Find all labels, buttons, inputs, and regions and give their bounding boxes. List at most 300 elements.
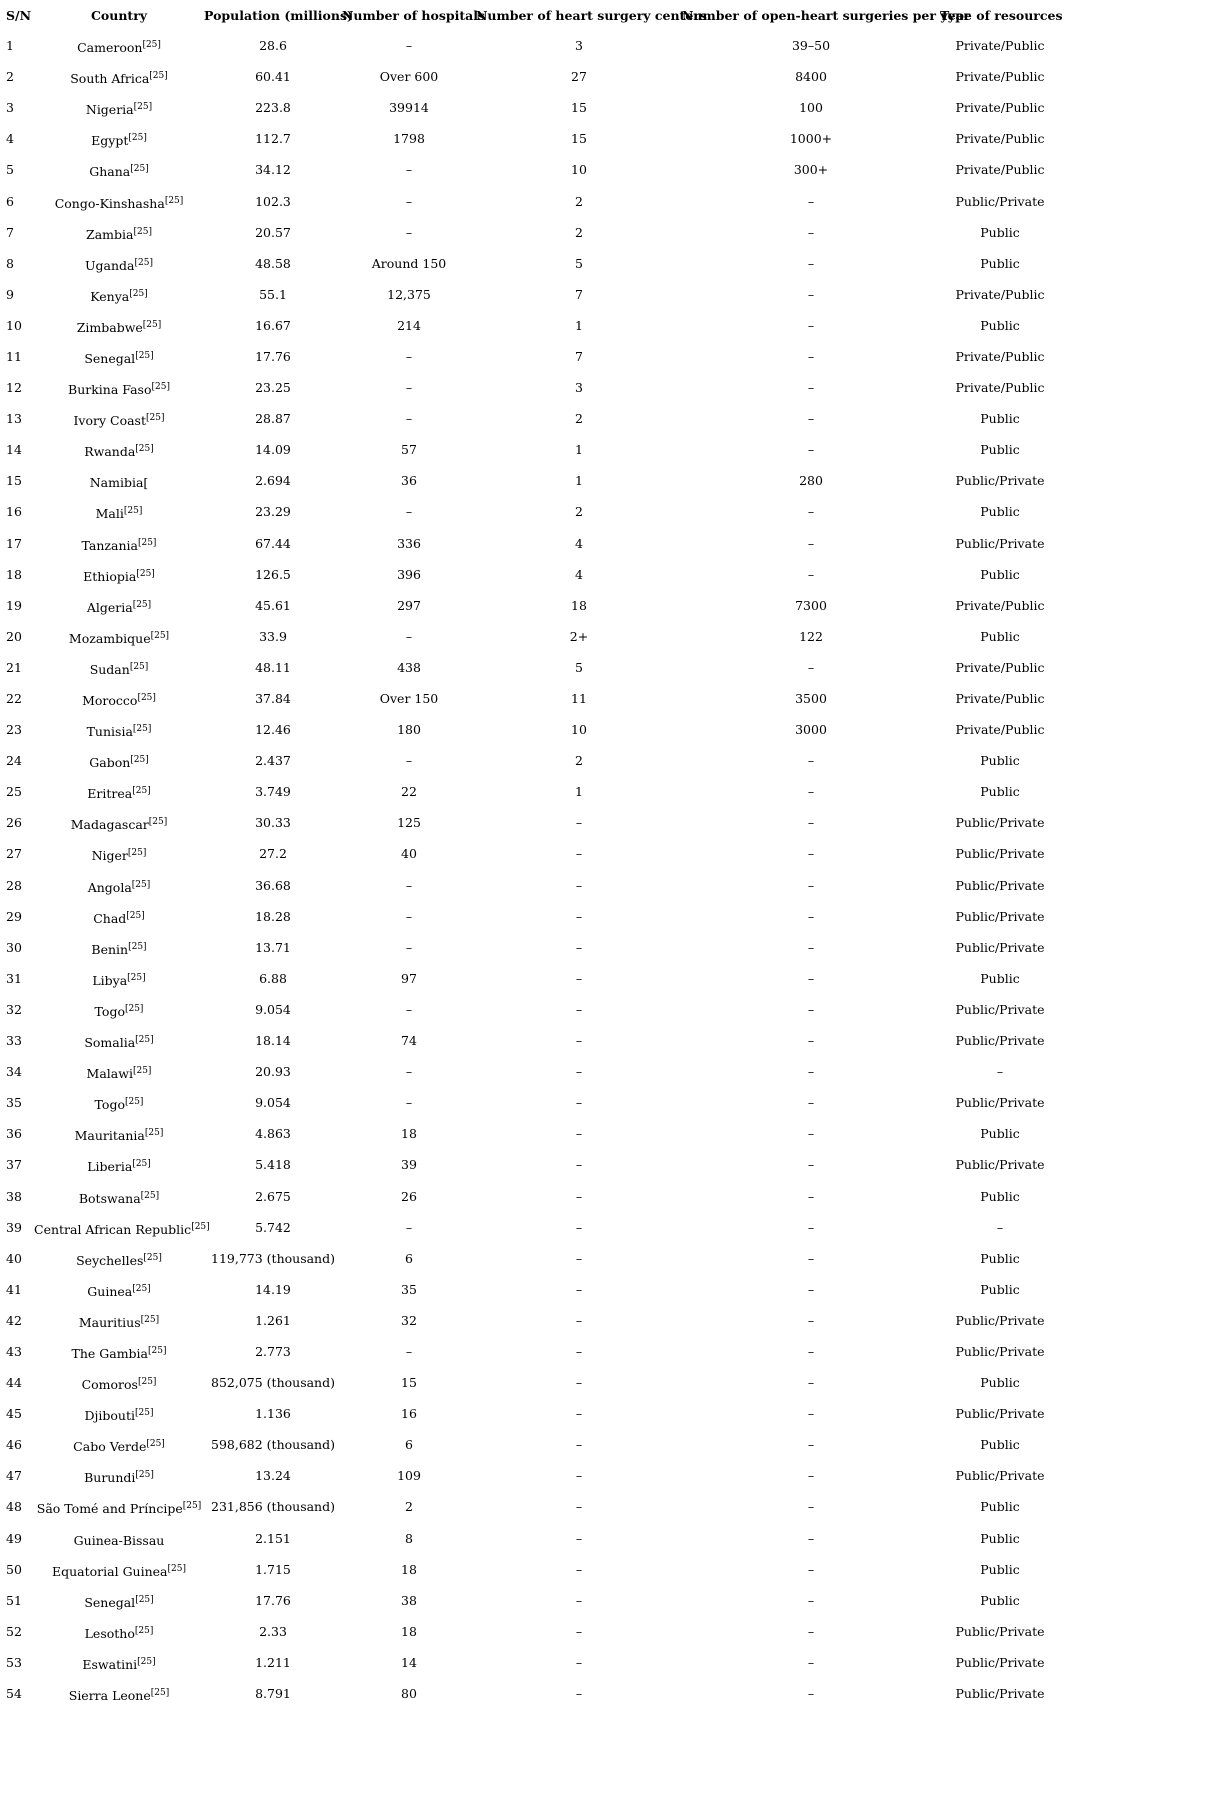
cell-heart-surgery-centers: – xyxy=(575,1219,583,1235)
country-name: Burundi xyxy=(84,1470,136,1486)
cell-population: 36.68 xyxy=(255,877,291,893)
cell-open-heart-surgeries: – xyxy=(807,535,815,551)
cell-open-heart-surgeries: – xyxy=(807,939,815,955)
cell-sn: 38 xyxy=(6,1188,22,1204)
cell-open-heart-surgeries: – xyxy=(807,1064,815,1080)
header-population: Population (millions) xyxy=(204,7,353,23)
cell-country xyxy=(34,1367,204,1398)
cell-sn: 25 xyxy=(6,784,22,800)
cell-resource-type: Public xyxy=(980,504,1020,520)
table-row xyxy=(0,185,1060,216)
cell-sn: 13 xyxy=(6,411,22,427)
reference-link[interactable]: [25] xyxy=(124,1097,144,1108)
cell-open-heart-surgeries: – xyxy=(807,1188,815,1204)
cell-resource-type: Public xyxy=(980,255,1020,271)
cell-heart-surgery-centers: 7 xyxy=(575,348,583,364)
cell-open-heart-surgeries: 122 xyxy=(799,628,823,644)
cell-resource-type: Public/Private xyxy=(955,535,1045,551)
cell-open-heart-surgeries: – xyxy=(807,1437,815,1453)
cell-population: 4.863 xyxy=(255,1126,291,1142)
cell-population: 17.76 xyxy=(255,1592,291,1608)
reference-link[interactable]: [25] xyxy=(137,1377,157,1388)
cell-heart-surgery-centers: – xyxy=(575,1623,583,1639)
country-name: Niger xyxy=(91,848,128,864)
reference-link[interactable]: [25] xyxy=(134,257,153,268)
country-name: Comoros xyxy=(81,1377,138,1393)
country-name: Nigeria xyxy=(85,102,134,118)
cell-population: 18.28 xyxy=(255,908,291,924)
reference-link[interactable]: [25] xyxy=(132,1283,151,1294)
cell-population: 223.8 xyxy=(255,100,291,116)
reference-link[interactable]: [25] xyxy=(142,319,162,330)
cell-hospitals: 8 xyxy=(405,1530,413,1546)
cell-heart-surgery-centers: 2 xyxy=(575,224,583,240)
cell-country xyxy=(34,185,204,216)
cell-heart-surgery-centers: 10 xyxy=(571,722,587,738)
table-header-row xyxy=(0,0,1060,30)
cell-population: 2.675 xyxy=(255,1188,291,1204)
country-name: Tanzania xyxy=(81,537,138,553)
cell-resource-type: Public/Private xyxy=(955,193,1045,209)
reference-link[interactable]: [25] xyxy=(124,1003,144,1014)
cell-open-heart-surgeries: – xyxy=(807,1033,815,1049)
cell-sn: 45 xyxy=(6,1406,22,1422)
cell-country xyxy=(34,994,204,1025)
header-heart-surgery-centers: Number of heart surgery centers xyxy=(476,7,707,23)
table-row xyxy=(0,434,1060,465)
reference-link[interactable]: [25] xyxy=(135,1594,154,1605)
cell-country xyxy=(34,870,204,901)
cell-sn: 35 xyxy=(6,1095,22,1111)
cell-resource-type: Public/Private xyxy=(955,1686,1045,1702)
cell-resource-type: Private/Public xyxy=(955,38,1045,54)
table-row xyxy=(0,1056,1060,1087)
cell-heart-surgery-centers: 5 xyxy=(575,659,583,675)
reference-link[interactable]: [25] xyxy=(127,848,147,859)
table-body xyxy=(0,30,1060,1709)
reference-link[interactable]: [25] xyxy=(132,786,151,797)
reference-link[interactable]: [25] xyxy=(127,972,146,983)
cell-hospitals: – xyxy=(405,628,413,644)
cell-open-heart-surgeries: – xyxy=(807,286,815,302)
table-row xyxy=(0,1460,1060,1491)
reference-link[interactable]: [25] xyxy=(137,1656,156,1667)
cell-hospitals: 39914 xyxy=(389,100,429,116)
reference-link[interactable]: [25] xyxy=(142,40,161,51)
cell-heart-surgery-centers: 1 xyxy=(575,784,583,800)
table-row xyxy=(0,1678,1060,1709)
table-row xyxy=(0,683,1060,714)
country-name: Ghana xyxy=(89,164,131,180)
reference-link[interactable]: [25] xyxy=(146,1439,165,1450)
table-row xyxy=(0,838,1060,869)
cell-hospitals: – xyxy=(405,1343,413,1359)
cell-population: 102.3 xyxy=(255,193,291,209)
cell-resource-type: Public xyxy=(980,411,1020,427)
cell-population: 55.1 xyxy=(259,286,287,302)
country-name: Togo xyxy=(94,1097,125,1113)
cell-population: 5.418 xyxy=(255,1157,291,1173)
country-name: Guinea-Bissau xyxy=(73,1532,165,1548)
cell-hospitals: – xyxy=(405,1219,413,1235)
cell-sn: 26 xyxy=(6,815,22,831)
reference-link[interactable]: [25] xyxy=(135,1408,154,1419)
cell-sn: 14 xyxy=(6,442,22,458)
cell-heart-surgery-centers: – xyxy=(575,1188,583,1204)
country-name: Liberia xyxy=(87,1159,133,1175)
cell-country xyxy=(34,372,204,403)
reference-link[interactable]: [25] xyxy=(130,755,149,766)
cell-country xyxy=(34,1491,204,1522)
reference-link[interactable]: [25] xyxy=(144,1128,164,1139)
reference-link[interactable]: [25] xyxy=(148,1345,167,1356)
cell-heart-surgery-centers: 3 xyxy=(575,38,583,54)
cell-sn: 9 xyxy=(6,286,14,302)
reference-link[interactable]: [25] xyxy=(129,661,149,672)
cell-country xyxy=(34,1336,204,1367)
cell-resource-type: Public xyxy=(980,566,1020,582)
cell-heart-surgery-centers: – xyxy=(575,846,583,862)
cell-heart-surgery-centers: – xyxy=(575,815,583,831)
cell-open-heart-surgeries: – xyxy=(807,1343,815,1359)
country-name: Somalia xyxy=(84,1035,136,1051)
reference-link[interactable]: [25] xyxy=(133,102,153,113)
cell-hospitals: 14 xyxy=(401,1654,417,1670)
cell-resource-type: Public xyxy=(980,1437,1020,1453)
reference-link[interactable]: [25] xyxy=(137,537,157,548)
cell-population: 2.773 xyxy=(255,1343,291,1359)
cell-resource-type: – xyxy=(996,1064,1004,1080)
cell-open-heart-surgeries: – xyxy=(807,504,815,520)
cell-hospitals: 18 xyxy=(401,1126,417,1142)
cell-country xyxy=(34,154,204,185)
table-row xyxy=(0,30,1060,61)
cell-sn: 52 xyxy=(6,1623,22,1639)
country-name: Madagascar xyxy=(70,817,149,833)
reference-link[interactable]: [25] xyxy=(146,413,165,424)
cell-heart-surgery-centers: 18 xyxy=(571,597,587,613)
country-name: Congo-Kinshasha xyxy=(54,195,165,211)
table-row xyxy=(0,901,1060,932)
reference-link[interactable]: [25] xyxy=(135,444,154,455)
cell-hospitals: 40 xyxy=(401,846,417,862)
cell-heart-surgery-centers: – xyxy=(575,1654,583,1670)
cell-open-heart-surgeries: – xyxy=(807,1530,815,1546)
cell-population: 2.437 xyxy=(255,753,291,769)
cell-hospitals: 26 xyxy=(401,1188,417,1204)
country-name: Seychelles xyxy=(76,1252,144,1268)
cell-heart-surgery-centers: 2 xyxy=(575,753,583,769)
cell-hospitals: Around 150 xyxy=(371,255,447,271)
reference-link[interactable]: [25] xyxy=(140,1190,160,1201)
cell-hospitals: – xyxy=(405,1095,413,1111)
country-name: Algeria xyxy=(86,599,133,615)
cell-sn: 18 xyxy=(6,566,22,582)
country-name: South Africa xyxy=(70,71,150,87)
cell-country xyxy=(34,1678,204,1709)
table-row xyxy=(0,92,1060,123)
table-row xyxy=(0,1274,1060,1305)
cell-country xyxy=(34,434,204,465)
cell-resource-type: Public xyxy=(980,442,1020,458)
cell-heart-surgery-centers: 2 xyxy=(575,411,583,427)
cell-resource-type: Public xyxy=(980,784,1020,800)
cell-population: 17.76 xyxy=(255,348,291,364)
cell-heart-surgery-centers: 1 xyxy=(575,442,583,458)
cell-population: 45.61 xyxy=(255,597,291,613)
table-row xyxy=(0,61,1060,92)
cell-population: 8.791 xyxy=(255,1686,291,1702)
header-open-heart-surgeries: Number of open-heart surgeries per year xyxy=(682,7,971,23)
cell-hospitals: 15 xyxy=(401,1375,417,1391)
cell-hospitals: – xyxy=(405,224,413,240)
reference-link[interactable]: [25] xyxy=(135,350,154,361)
cell-hospitals: 80 xyxy=(401,1686,417,1702)
cell-hospitals: – xyxy=(405,1001,413,1017)
reference-link[interactable]: [25] xyxy=(167,1563,186,1574)
country-name: Mauritania xyxy=(74,1128,145,1144)
cell-hospitals: 12,375 xyxy=(387,286,431,302)
table-row xyxy=(0,1243,1060,1274)
cell-sn: 50 xyxy=(6,1561,22,1577)
cell-country xyxy=(34,310,204,341)
cell-country xyxy=(34,1305,204,1336)
cell-hospitals: 16 xyxy=(401,1406,417,1422)
reference-link[interactable]: [25] xyxy=(134,1625,154,1636)
cell-open-heart-surgeries: – xyxy=(807,877,815,893)
reference-link[interactable]: [25] xyxy=(137,693,156,704)
reference-link[interactable]: [25] xyxy=(148,817,168,828)
cell-hospitals: 438 xyxy=(397,659,421,675)
cell-sn: 15 xyxy=(6,473,22,489)
cell-sn: 40 xyxy=(6,1250,22,1266)
cell-population: 1.715 xyxy=(255,1561,291,1577)
cell-population: 23.29 xyxy=(255,504,291,520)
reference-link[interactable]: [25] xyxy=(135,1035,154,1046)
country-name: Gabon xyxy=(89,755,131,771)
cell-country xyxy=(34,1554,204,1585)
cell-resource-type: Public xyxy=(980,1561,1020,1577)
cell-population: 27.2 xyxy=(259,846,287,862)
cell-resource-type: Public/Private xyxy=(955,877,1045,893)
cell-heart-surgery-centers: – xyxy=(575,1375,583,1391)
reference-link[interactable]: [25] xyxy=(129,288,148,299)
cell-country xyxy=(34,217,204,248)
cell-sn: 49 xyxy=(6,1530,22,1546)
reference-link[interactable]: [25] xyxy=(150,1688,170,1699)
cell-resource-type: Public xyxy=(980,1126,1020,1142)
cell-population: 37.84 xyxy=(255,691,291,707)
cell-resource-type: Private/Public xyxy=(955,380,1045,396)
cell-heart-surgery-centers: 1 xyxy=(575,473,583,489)
cell-hospitals: – xyxy=(405,411,413,427)
cell-sn: 4 xyxy=(6,131,14,147)
cell-hospitals: – xyxy=(405,908,413,924)
cell-country xyxy=(34,1523,204,1554)
cell-sn: 41 xyxy=(6,1281,22,1297)
cell-sn: 17 xyxy=(6,535,22,551)
cell-open-heart-surgeries: – xyxy=(807,224,815,240)
cell-population: 12.46 xyxy=(255,722,291,738)
reference-link[interactable]: [25] xyxy=(136,568,155,579)
cell-country xyxy=(34,1647,204,1678)
cell-open-heart-surgeries: 8400 xyxy=(795,69,827,85)
reference-link[interactable]: [25] xyxy=(140,1314,160,1325)
reference-link[interactable]: [25] xyxy=(151,382,170,393)
cell-sn: 16 xyxy=(6,504,22,520)
cell-hospitals: – xyxy=(405,380,413,396)
reference-link[interactable]: [25] xyxy=(128,941,147,952)
cell-population: 598,682 (thousand) xyxy=(211,1437,335,1453)
cell-sn: 44 xyxy=(6,1375,22,1391)
reference-link[interactable]: [25] xyxy=(133,226,152,237)
cell-population: 67.44 xyxy=(255,535,291,551)
cell-heart-surgery-centers: – xyxy=(575,1437,583,1453)
cell-open-heart-surgeries: – xyxy=(807,815,815,831)
reference-link[interactable]: [25] xyxy=(130,164,149,175)
reference-link[interactable]: [25] xyxy=(182,1501,202,1512)
cell-population: 852,075 (thousand) xyxy=(211,1375,335,1391)
cell-country xyxy=(34,465,204,496)
cell-open-heart-surgeries: – xyxy=(807,411,815,427)
cell-resource-type: Public/Private xyxy=(955,1033,1045,1049)
cell-resource-type: Private/Public xyxy=(955,69,1045,85)
country-name: Morocco xyxy=(82,693,138,709)
cell-heart-surgery-centers: – xyxy=(575,1468,583,1484)
cell-resource-type: Public/Private xyxy=(955,1654,1045,1670)
table-row xyxy=(0,1336,1060,1367)
table-row xyxy=(0,248,1060,279)
cell-open-heart-surgeries: – xyxy=(807,846,815,862)
cell-sn: 51 xyxy=(6,1592,22,1608)
reference-link[interactable]: [25] xyxy=(143,1252,162,1263)
country-name: Senegal xyxy=(84,350,136,366)
reference-link[interactable]: [25] xyxy=(123,506,143,517)
cell-open-heart-surgeries: – xyxy=(807,908,815,924)
cell-heart-surgery-centers: – xyxy=(575,1686,583,1702)
table-row xyxy=(0,1429,1060,1460)
header-sn: S/N xyxy=(6,7,32,23)
country-name: Uganda xyxy=(85,257,135,273)
reference-link[interactable]: [25] xyxy=(191,1221,210,1232)
cell-heart-surgery-centers: 15 xyxy=(571,100,587,116)
cell-population: 126.5 xyxy=(255,566,291,582)
reference-link[interactable]: [25] xyxy=(132,599,152,610)
cell-heart-surgery-centers: – xyxy=(575,1033,583,1049)
cell-country xyxy=(34,714,204,745)
cell-country xyxy=(34,901,204,932)
cell-population: 2.694 xyxy=(255,473,291,489)
reference-link[interactable]: [25] xyxy=(150,630,170,641)
cell-sn: 6 xyxy=(6,193,14,209)
cell-open-heart-surgeries: – xyxy=(807,1686,815,1702)
reference-link[interactable]: [25] xyxy=(131,879,151,890)
cell-population: 1.136 xyxy=(255,1406,291,1422)
country-name: Equatorial Guinea xyxy=(52,1563,168,1579)
cell-hospitals: 35 xyxy=(401,1281,417,1297)
table-row xyxy=(0,123,1060,154)
table-row xyxy=(0,1149,1060,1180)
table-row xyxy=(0,154,1060,185)
cell-country xyxy=(34,1398,204,1429)
cell-sn: 11 xyxy=(6,348,22,364)
cell-heart-surgery-centers: – xyxy=(575,1250,583,1266)
country-name: Cabo Verde xyxy=(73,1439,147,1455)
cell-population: 3.749 xyxy=(255,784,291,800)
cell-sn: 8 xyxy=(6,255,14,271)
cell-heart-surgery-centers: 3 xyxy=(575,380,583,396)
cell-resource-type: Private/Public xyxy=(955,348,1045,364)
country-name: Angola xyxy=(87,879,132,895)
table-row xyxy=(0,807,1060,838)
cell-country xyxy=(34,963,204,994)
table-row xyxy=(0,217,1060,248)
cell-resource-type: Private/Public xyxy=(955,131,1045,147)
reference-link[interactable]: [25] xyxy=(132,724,152,735)
table-row xyxy=(0,310,1060,341)
cell-sn: 24 xyxy=(6,753,22,769)
country-name: Egypt xyxy=(91,133,129,149)
cell-hospitals: – xyxy=(405,753,413,769)
cell-resource-type: Public xyxy=(980,224,1020,240)
table-row xyxy=(0,465,1060,496)
reference-link[interactable]: [25] xyxy=(128,133,147,144)
cell-heart-surgery-centers: 11 xyxy=(571,691,587,707)
cell-heart-surgery-centers: – xyxy=(575,1561,583,1577)
cell-resource-type: Public xyxy=(980,1281,1020,1297)
cell-open-heart-surgeries: – xyxy=(807,348,815,364)
cell-resource-type: Private/Public xyxy=(955,659,1045,675)
cell-resource-type: Public xyxy=(980,317,1020,333)
cell-country xyxy=(34,248,204,279)
reference-link[interactable]: [25] xyxy=(132,1066,152,1077)
reference-link[interactable]: [25] xyxy=(135,1470,154,1481)
cell-sn: 30 xyxy=(6,939,22,955)
cell-heart-surgery-centers: – xyxy=(575,1281,583,1297)
table-row xyxy=(0,621,1060,652)
country-name: Ethiopia xyxy=(83,568,137,584)
cell-resource-type: Public/Private xyxy=(955,1406,1045,1422)
header-resource-type: Type of resources xyxy=(940,7,1063,23)
country-name: Libya xyxy=(92,972,128,988)
cell-heart-surgery-centers: – xyxy=(575,908,583,924)
cell-resource-type: Public xyxy=(980,1592,1020,1608)
cell-resource-type: Public/Private xyxy=(955,1001,1045,1017)
cell-sn: 36 xyxy=(6,1126,22,1142)
cell-population: 5.742 xyxy=(255,1219,291,1235)
table-row xyxy=(0,1523,1060,1554)
cell-open-heart-surgeries: – xyxy=(807,1250,815,1266)
cell-heart-surgery-centers: – xyxy=(575,1499,583,1515)
cell-population: 9.054 xyxy=(255,1095,291,1111)
table-row xyxy=(0,1118,1060,1149)
cell-country xyxy=(34,776,204,807)
cell-hospitals: 109 xyxy=(397,1468,421,1484)
reference-link[interactable]: [25] xyxy=(132,1159,151,1170)
cell-sn: 42 xyxy=(6,1312,22,1328)
cell-sn: 2 xyxy=(6,69,14,85)
cell-population: 28.87 xyxy=(255,411,291,427)
cell-country xyxy=(34,496,204,527)
table-row xyxy=(0,963,1060,994)
country-name: Central African Republic xyxy=(34,1221,192,1237)
reference-link[interactable]: [25] xyxy=(149,71,168,82)
cell-population: 6.88 xyxy=(259,970,287,986)
cell-open-heart-surgeries: – xyxy=(807,1126,815,1142)
reference-link[interactable]: [25] xyxy=(164,195,184,206)
country-name: Djibouti xyxy=(84,1408,135,1424)
reference-link[interactable]: [25] xyxy=(126,910,145,921)
